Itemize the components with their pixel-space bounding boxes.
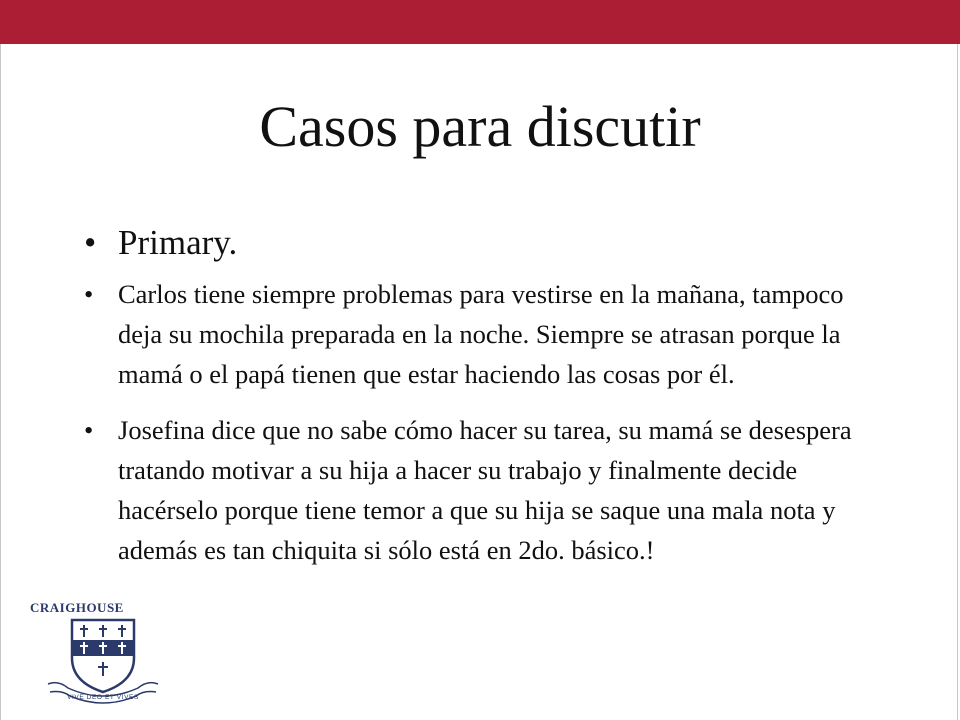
school-logo [28,596,168,708]
bullet-item [78,274,878,394]
logo-motto: VIVE DEO ET VIVES [67,694,139,701]
bullet-item [78,222,878,264]
bullet-text: Carlos tiene siempre problemas para vestirse en la mañana, tampoco deja su mochila preparada en la noche. Siempre se atrasan porque la mamá o el papá tienen que estar haciendo las cosas por él. [118,279,844,389]
slide-title: Casos para discutir [259,94,701,159]
bullet-text: Primary. [118,223,238,262]
bullet-dot: • [84,223,97,262]
bullet-item [78,410,878,570]
bullet-dot: • [84,279,94,309]
school-crest-icon [28,596,168,708]
bullet-dot: • [84,415,94,445]
bullet-list [78,222,878,586]
bullet-text: Josefina dice que no sabe cómo hacer su tarea, su mamá se desespera tratando motivar a su hija a hacer su trabajo y finalmente decide hacérselo porque tiene temor a que su hija se saque una mala nota y además es tan chiquita si sólo está en 2do. básico.! [118,415,852,565]
top-accent-bar [0,0,960,44]
logo-name: CRAIGHOUSE [30,600,124,615]
